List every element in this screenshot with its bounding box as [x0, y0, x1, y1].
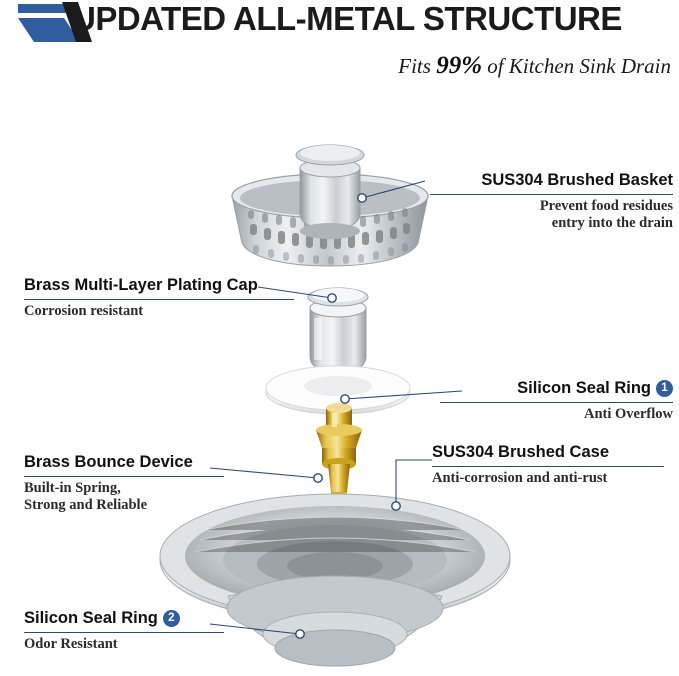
callout-rule [24, 632, 224, 633]
callout-badge-1: 1 [656, 380, 673, 397]
callout-silicon-seal-ring-1 [440, 378, 673, 423]
callout-silicon-seal-ring-2 [24, 608, 224, 653]
callout-badge-2: 2 [163, 610, 180, 627]
callout-title-text: Silicon Seal Ring [24, 609, 158, 627]
callout-rule [24, 299, 294, 300]
callout-title [24, 608, 224, 628]
callout-desc-line2: Strong and Reliable [24, 497, 148, 513]
callout-desc-line2: entry into the drain [551, 215, 673, 231]
callout-desc-line1: Built-in Spring, [24, 480, 121, 496]
brass-bounce-device-part [316, 403, 362, 507]
callout-rule [430, 194, 673, 195]
subtitle-prefix: Fits [398, 54, 437, 78]
subtitle-percent: 99% [436, 52, 483, 79]
basket-part [232, 145, 428, 266]
callout-sus304-brushed-basket [430, 170, 673, 232]
callout-desc-line1: Prevent food residues [539, 198, 673, 214]
callout-title: SUS304 Brushed Case [432, 443, 609, 461]
callout-title: Brass Bounce Device [24, 453, 193, 471]
callout-title: Brass Multi-Layer Plating Cap [24, 276, 258, 294]
seal-ring-2-part [227, 576, 443, 666]
callout-rule [432, 466, 664, 467]
callout-desc-line1: Anti Overflow [584, 406, 673, 422]
callout-title-text: Silicon Seal Ring [517, 379, 651, 397]
callout-desc-line1: Odor Resistant [24, 636, 118, 652]
page-title: UPDATED ALL-METAL STRUCTURE [72, 0, 622, 37]
plating-cap-part [308, 288, 368, 372]
subtitle-suffix: of Kitchen Sink Drain [482, 54, 671, 78]
callout-rule [24, 476, 224, 477]
callout-title: SUS304 Brushed Basket [481, 171, 673, 189]
callout-desc-line1: Corrosion resistant [24, 303, 144, 319]
callout-desc-line1: Anti-corrosion and anti-rust [432, 470, 608, 486]
callout-brass-multi-layer-plating-cap [24, 275, 294, 320]
callout-brass-bounce-device [24, 452, 224, 514]
callout-sus304-brushed-case [432, 442, 664, 487]
callout-rule [440, 402, 673, 403]
callout-title [440, 378, 673, 398]
